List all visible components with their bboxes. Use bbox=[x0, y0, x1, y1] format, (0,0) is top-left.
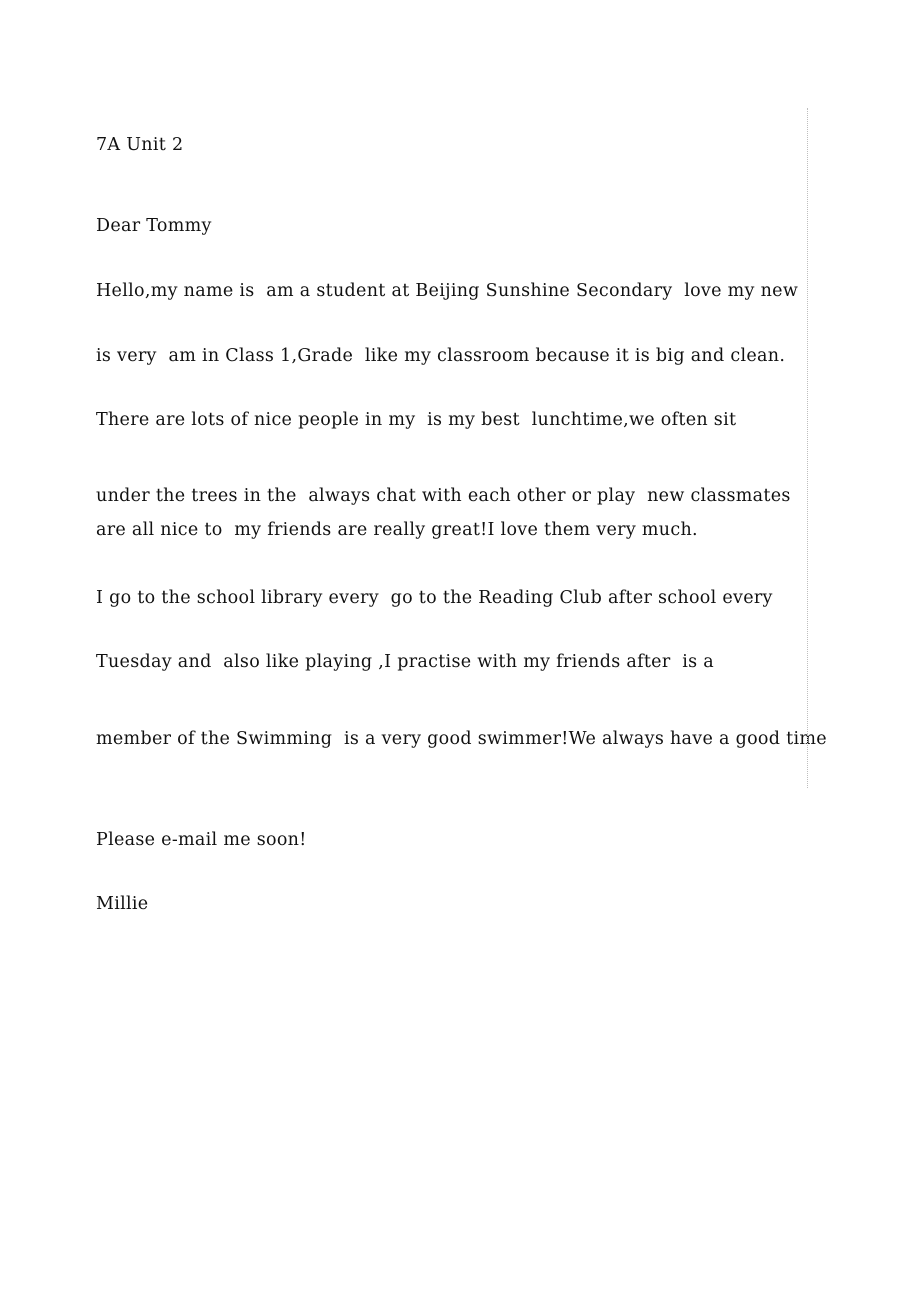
letter-signature: Millie bbox=[96, 894, 149, 914]
body-line: Tuesday and also like playing ,I practise with my friends after is a bbox=[96, 652, 715, 672]
body-line: is very am in Class 1,Grade like my classroom because it is big and clean. bbox=[96, 346, 786, 366]
body-line: under the trees in the always chat with each other or play new classmates bbox=[96, 486, 791, 506]
body-line: There are lots of nice people in my is my best lunchtime,we often sit bbox=[96, 410, 737, 430]
body-line: are all nice to my friends are really great!I love them very much. bbox=[96, 520, 698, 540]
document-title: 7A Unit 2 bbox=[96, 135, 184, 155]
letter-closing: Please e-mail me soon! bbox=[96, 830, 307, 850]
letter-greeting: Dear Tommy bbox=[96, 216, 212, 236]
body-line: member of the Swimming is a very good swimmer!We always have a good time bbox=[96, 729, 827, 749]
body-line: I go to the school library every go to the Reading Club after school every bbox=[96, 588, 773, 608]
margin-rule bbox=[807, 108, 808, 788]
body-line: Hello,my name is am a student at Beijing Sunshine Secondary love my new bbox=[96, 281, 799, 301]
